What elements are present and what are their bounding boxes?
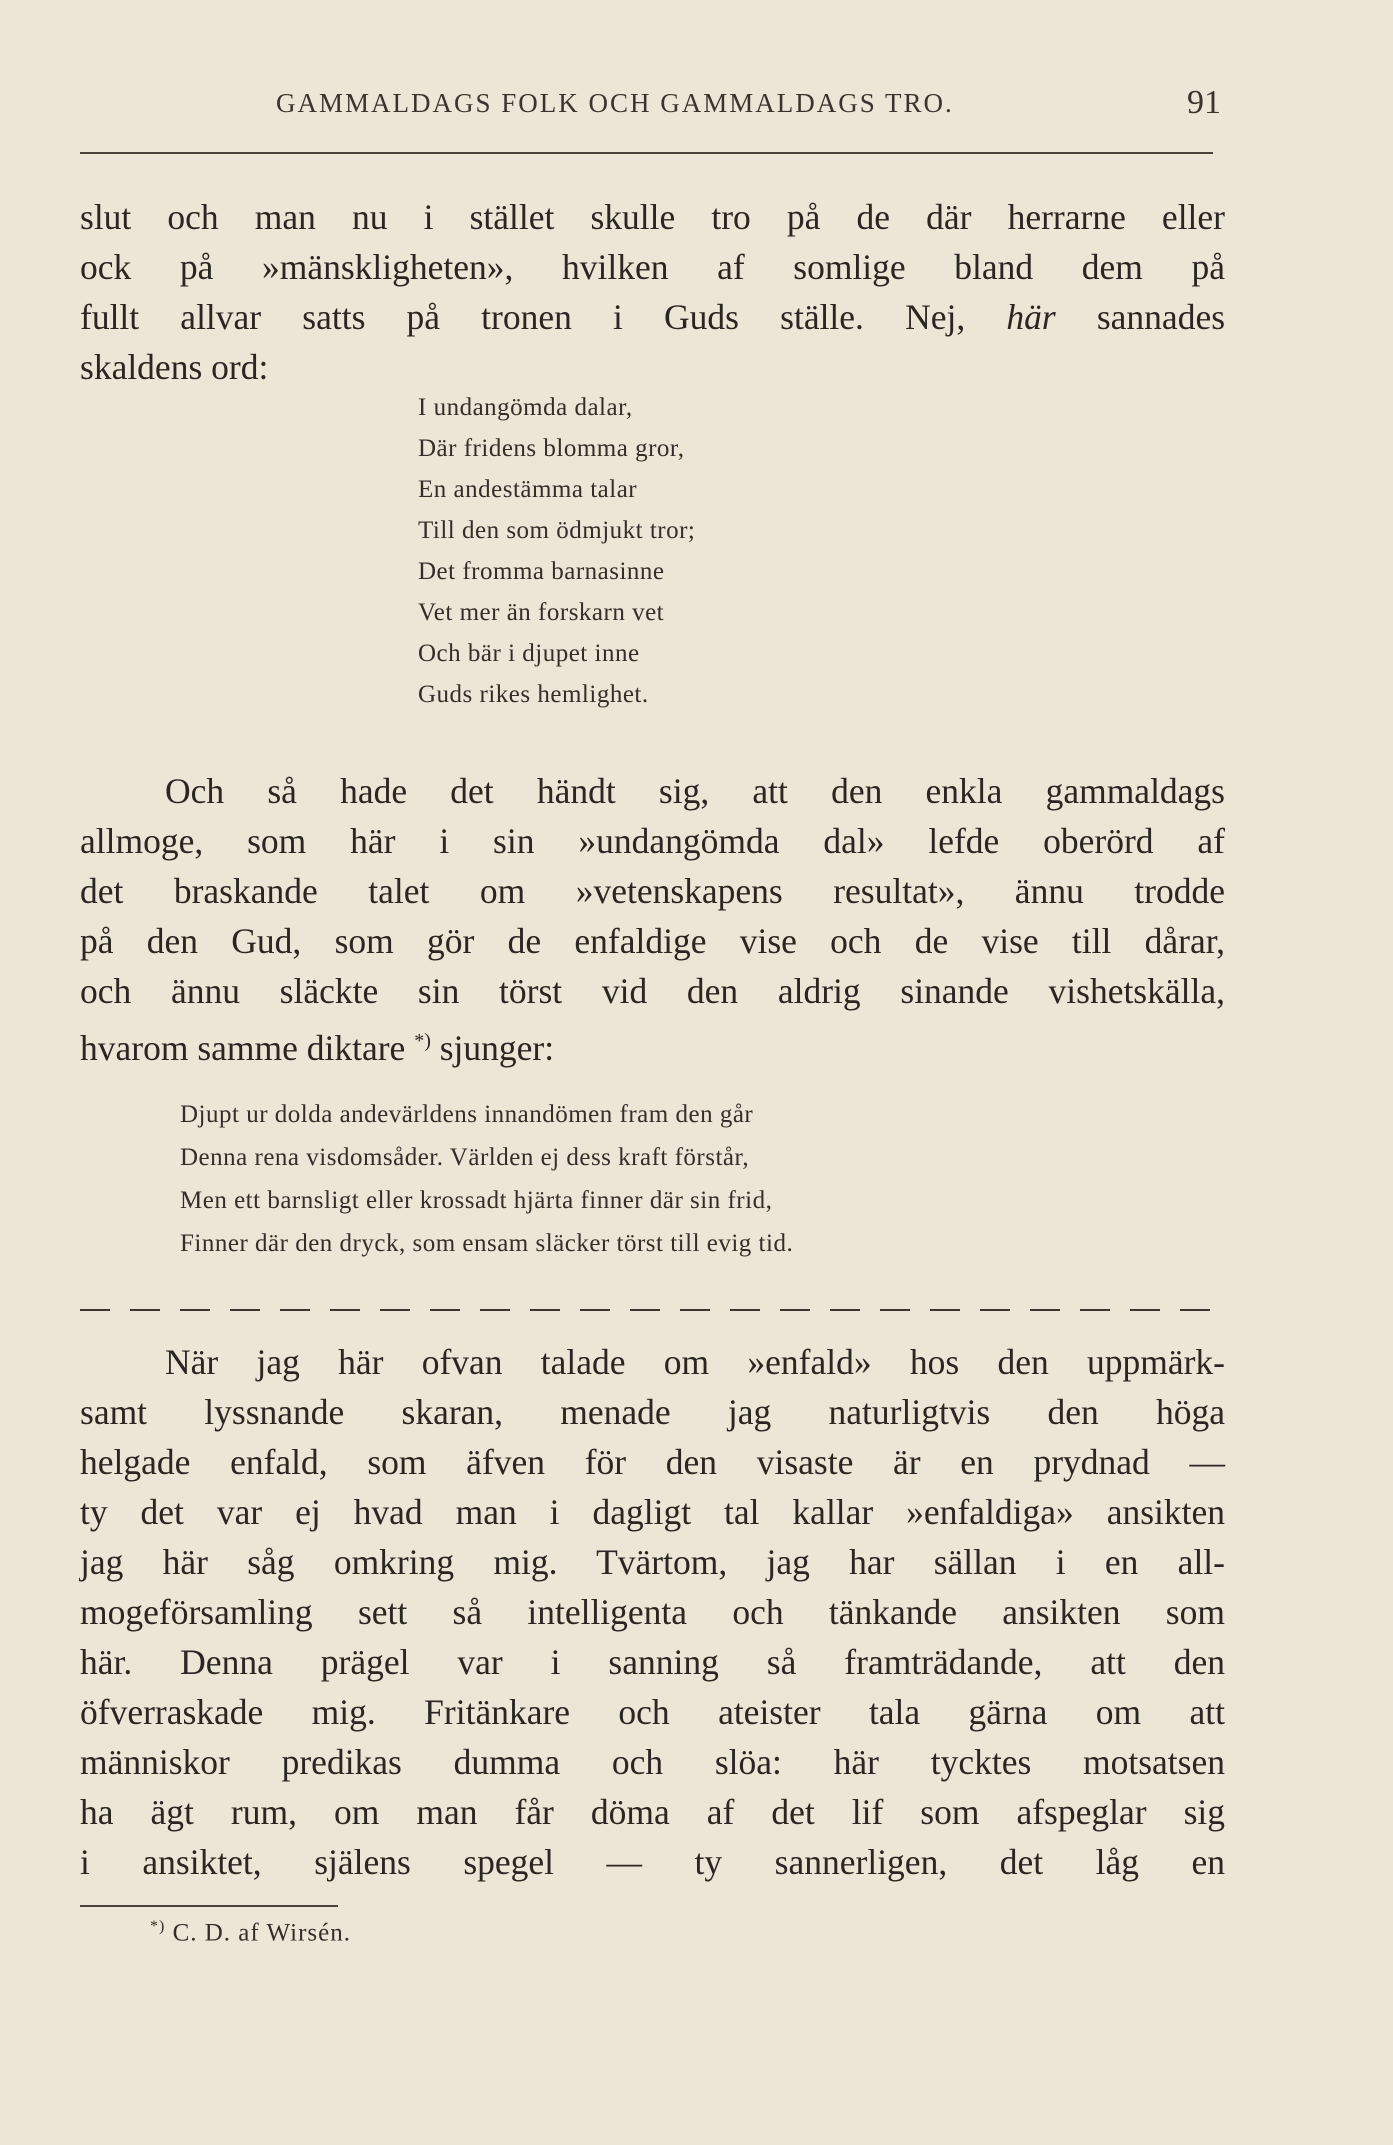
text-line: och ännu släckte sin törst vid den aldrig sinande vishetskälla, [80,971,1225,1011]
footnote-text: C. D. af Wirsén. [172,1919,351,1947]
text-line: samt lyssnande skaran, menade jag naturligtvis den höga [80,1392,1225,1432]
paragraph-2 [80,766,1225,1066]
text-line-head: fullt allvar satts på tronen i Guds ställe. Nej, [80,297,966,337]
text-line: När jag här ofvan talade om »enfald» hos den uppmärk- [165,1342,1225,1382]
poem-line: Guds rikes hemlighet. [418,681,649,708]
paragraph-3 [80,1337,1225,1887]
text-line: här. Denna prägel var i sanning så framträdande, att den [80,1642,1225,1682]
poem-line: En andestämma talar [418,476,638,503]
text-line: människor predikas dumma och slöa: här tycktes motsatsen [80,1742,1225,1782]
poem-stanza-1 [418,387,1018,715]
text-line: det braskande talet om »vetenskapens resultat», ännu trodde [80,871,1225,911]
text-line: mogeförsamling sett så intelligenta och tänkande ansikten som [80,1592,1225,1632]
text-line-tail: sannades [1096,297,1226,337]
poem-stanza-2 [180,1093,1180,1265]
footnote [150,1918,351,1947]
text-line [80,292,1225,342]
poem-line: Där fridens blomma gror, [418,435,685,462]
text-line: ock på »mänskligheten», hvilken af somlige bland dem på [80,247,1225,287]
text-line-tail: sjunger: [439,1027,555,1068]
text-line: jag här såg omkring mig. Tvärtom, jag har sällan i en all- [80,1542,1225,1582]
text-line: öfverraskade mig. Fritänkare och ateister tala gärna om att [80,1692,1225,1732]
text-line: i ansiktet, själens spegel — ty sannerligen, det låg en [80,1842,1225,1882]
text-line: allmoge, som här i sin »undangömda dal» lefde oberörd af [80,821,1225,861]
text-line-head: hvarom samme diktare [80,1027,406,1068]
text-line: ha ägt rum, om man får döma af det lif som afspeglar sig [80,1792,1225,1832]
text-line: på den Gud, som gör de enfaldige vise och de vise till dårar, [80,921,1225,961]
poem-line: Och bär i djupet inne [418,640,640,667]
header-rule [80,152,1213,154]
poem-line: I undangömda dalar, [418,394,633,421]
text-line: slut och man nu i stället skulle tro på de där herrarne eller [80,197,1225,237]
text-line: ty det var ej hvad man i dagligt tal kallar »enfaldiga» ansikten [80,1492,1225,1532]
text-line: Och så hade det händt sig, att den enkla gammaldags [165,771,1225,811]
page-number: 91 [1187,84,1221,121]
poem-line: Finner där den dryck, som ensam släcker törst till evig tid. [180,1230,794,1257]
poem-line: Djupt ur dolda andevärldens innandömen fram den går [180,1101,754,1128]
poem-line: Till den som ödmjukt tror; [418,517,696,544]
italic-word: här [1006,297,1056,337]
section-divider [80,1309,1220,1311]
text-line: skaldens ord: [80,347,269,387]
footnote-reference: *) [414,1030,431,1052]
poem-line: Vet mer än forskarn vet [418,599,665,626]
poem-line: Det fromma barnasinne [418,558,665,585]
poem-line: Denna rena visdomsåder. Världen ej dess kraft förstår, [180,1144,750,1171]
footnote-rule [80,1905,338,1907]
running-title: GAMMALDAGS FOLK OCH GAMMALDAGS TRO. [276,88,954,118]
footnote-marker: *) [150,1918,166,1935]
text-line: helgade enfald, som äfven för den visaste är en prydnad — [80,1442,1225,1482]
paragraph-1 [80,192,1225,392]
running-head [0,82,1393,132]
poem-line: Men ett barnsligt eller krossadt hjärta finner där sin frid, [180,1187,773,1214]
text-line [80,1016,1225,1066]
